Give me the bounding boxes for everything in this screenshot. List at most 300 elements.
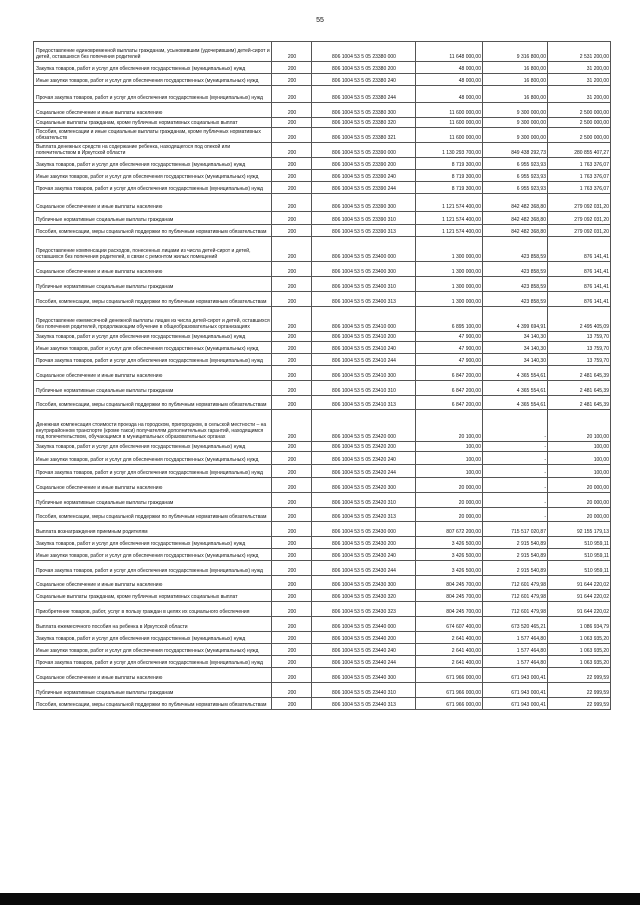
row-executed-cell: 712 601 479,98 [483,576,548,590]
row-code-cell: 200 [272,452,312,465]
row-unexecuted-cell: 100,00 [548,442,611,452]
table-row [34,576,611,590]
row-name-cell: Иные закупки товаров, работ и услуг для обеспечения государственных (муниципальных) нужд [34,342,272,354]
table-row [34,182,611,194]
row-kbk-cell: 806 1004 53 5 05 23430 323 [312,602,416,617]
row-approved-cell: 48 000,00 [416,74,483,86]
row-name-cell: Иные закупки товаров, работ и услуг для обеспечения государственных (муниципальных) нужд [34,549,272,561]
row-kbk-cell: 806 1004 53 5 05 23390 313 [312,225,416,237]
row-unexecuted-cell: 510 959,11 [548,561,611,576]
row-code-cell: 200 [272,602,312,617]
row-name-cell: Пособия, компенсации, меры социальной поддержки по публичным нормативным обязательствам [34,225,272,237]
row-executed-cell: 842 482 368,80 [483,194,548,212]
row-name-cell: Пособия, компенсации, меры социальной поддержки по публичным нормативным обязательствам [34,396,272,410]
row-code-cell: 200 [272,381,312,396]
row-approved-cell: 6 847 200,00 [416,366,483,381]
row-approved-cell: 1 130 293 700,00 [416,143,483,158]
row-code-cell: 200 [272,225,312,237]
row-executed-cell: 4 365 554,61 [483,396,548,410]
row-name-cell: Закупка товаров, работ и услуг для обеспечения государственных (муниципальных) нужд [34,537,272,549]
row-unexecuted-cell: 31 200,00 [548,62,611,74]
table-row [34,452,611,465]
table-row [34,410,611,442]
row-executed-cell: 9 300 000,00 [483,103,548,118]
row-unexecuted-cell: 20 000,00 [548,478,611,493]
row-unexecuted-cell: 2 481 645,39 [548,396,611,410]
row-name-cell: Социальное обеспечение и иные выплаты населению [34,478,272,493]
row-unexecuted-cell: 876 141,41 [548,237,611,262]
row-kbk-cell: 806 1004 53 5 05 23400 310 [312,277,416,292]
row-unexecuted-cell: 13 759,70 [548,342,611,354]
table-row [34,493,611,508]
row-name-cell: Публичные нормативные социальные выплаты гражданам [34,212,272,225]
row-kbk-cell: 806 1004 53 5 05 23430 300 [312,576,416,590]
row-unexecuted-cell: 2 500 000,00 [548,128,611,143]
row-executed-cell: 4 399 694,91 [483,307,548,332]
row-name-cell: Социальное обеспечение и иные выплаты населению [34,103,272,118]
row-code-cell: 200 [272,42,312,62]
row-unexecuted-cell: 279 092 031,20 [548,212,611,225]
table-row [34,465,611,478]
row-approved-cell: 100,00 [416,442,483,452]
row-executed-cell: 6 955 923,93 [483,182,548,194]
row-approved-cell: 8 719 300,00 [416,158,483,170]
row-approved-cell: 8 719 300,00 [416,170,483,182]
row-name-cell: Прочая закупка товаров, работ и услуг для обеспечения государственных (муниципальных) нужд [34,182,272,194]
row-kbk-cell: 806 1004 53 5 05 23440 313 [312,698,416,710]
row-code-cell: 200 [272,212,312,225]
row-approved-cell: 3 426 500,00 [416,549,483,561]
row-unexecuted-cell: 279 092 031,20 [548,194,611,212]
table-row [34,549,611,561]
row-code-cell: 200 [272,292,312,307]
row-executed-cell: 671 943 000,41 [483,683,548,698]
row-unexecuted-cell: 1 063 935,20 [548,656,611,668]
table-row [34,561,611,576]
row-unexecuted-cell: 13 759,70 [548,332,611,342]
table-row [34,262,611,277]
row-name-cell: Иные закупки товаров, работ и услуг для обеспечения государственных (муниципальных) нужд [34,644,272,656]
row-code-cell: 200 [272,118,312,128]
row-code-cell: 200 [272,74,312,86]
row-code-cell: 200 [272,656,312,668]
table-row [34,632,611,644]
row-unexecuted-cell: 100,00 [548,452,611,465]
table-row [34,237,611,262]
table-row [34,170,611,182]
row-approved-cell: 20 000,00 [416,508,483,522]
row-executed-cell: 842 482 368,80 [483,212,548,225]
table-row [34,602,611,617]
row-unexecuted-cell: 510 959,11 [548,549,611,561]
row-code-cell: 200 [272,522,312,537]
row-code-cell: 200 [272,103,312,118]
row-approved-cell: 671 966 000,00 [416,683,483,698]
row-approved-cell: 2 641 400,00 [416,632,483,644]
row-executed-cell: 6 955 923,93 [483,170,548,182]
row-executed-cell: 34 140,30 [483,332,548,342]
row-unexecuted-cell: 279 092 031,20 [548,225,611,237]
page-number: 55 [316,17,324,24]
row-kbk-cell: 806 1004 53 5 05 23390 000 [312,143,416,158]
row-kbk-cell: 806 1004 53 5 05 23410 000 [312,307,416,332]
row-approved-cell: 100,00 [416,465,483,478]
row-executed-cell: 842 482 368,80 [483,225,548,237]
row-unexecuted-cell: 22 999,59 [548,668,611,683]
row-approved-cell: 671 966 000,00 [416,698,483,710]
row-executed-cell: 1 577 464,80 [483,632,548,644]
row-name-cell: Выплата вознаграждения приемным родителям [34,522,272,537]
row-unexecuted-cell: 22 999,59 [548,698,611,710]
row-unexecuted-cell: 91 644 220,02 [548,602,611,617]
row-name-cell: Предоставление компенсации расходов, понесенных лицами из числа детей-сирот и детей, оставшихся без попечения родителей, в связи с ремонтом жилых помещений [34,237,272,262]
table-row [34,103,611,118]
row-name-cell: Денежная компенсация стоимости проезда на городском, пригородном, в сельской местности – на внутрирайонном транспорте (кроме такси) получателям дополнительных гарантий, находящимся под попечительством, обучающимся в муниципальных образовательных органах [34,410,272,442]
table-row [34,644,611,656]
row-executed-cell: 9 300 000,00 [483,118,548,128]
row-kbk-cell: 806 1004 53 5 05 23380 000 [312,42,416,62]
row-approved-cell: 1 300 000,00 [416,292,483,307]
row-kbk-cell: 806 1004 53 5 05 23390 240 [312,170,416,182]
row-executed-cell: 423 858,59 [483,277,548,292]
row-name-cell: Выплата ежемесячного пособия на ребенка в Иркутской области [34,617,272,632]
table-row [34,212,611,225]
row-code-cell: 200 [272,668,312,683]
row-executed-cell: 671 943 000,41 [483,668,548,683]
table-row [34,42,611,62]
row-code-cell: 200 [272,277,312,292]
row-code-cell: 200 [272,632,312,644]
row-executed-cell: 34 140,30 [483,354,548,366]
row-name-cell: Социальное обеспечение и иные выплаты населению [34,366,272,381]
table-row [34,683,611,698]
row-executed-cell: 423 858,59 [483,292,548,307]
row-code-cell: 200 [272,442,312,452]
table-row [34,342,611,354]
row-executed-cell: - [483,442,548,452]
row-code-cell: 200 [272,698,312,710]
row-executed-cell: 712 601 479,98 [483,590,548,602]
table-row [34,508,611,522]
row-unexecuted-cell: 22 999,59 [548,683,611,698]
row-unexecuted-cell: 20 000,00 [548,493,611,508]
row-kbk-cell: 806 1004 53 5 05 23400 300 [312,262,416,277]
table-row [34,617,611,632]
row-kbk-cell: 806 1004 53 5 05 23440 000 [312,617,416,632]
row-kbk-cell: 806 1004 53 5 05 23390 200 [312,158,416,170]
row-code-cell: 200 [272,86,312,103]
row-unexecuted-cell: 2 531 200,00 [548,42,611,62]
table-row [34,277,611,292]
row-executed-cell: - [483,452,548,465]
row-approved-cell: 1 300 000,00 [416,277,483,292]
row-code-cell: 200 [272,62,312,74]
row-approved-cell: 100,00 [416,452,483,465]
row-name-cell: Закупка товаров, работ и услуг для обеспечения государственных (муниципальных) нужд [34,332,272,342]
row-unexecuted-cell: 1 763 376,07 [548,158,611,170]
row-name-cell: Пособия, компенсации, меры социальной поддержки по публичным нормативным обязательствам [34,292,272,307]
row-kbk-cell: 806 1004 53 5 05 23440 310 [312,683,416,698]
row-executed-cell: 423 858,59 [483,237,548,262]
row-kbk-cell: 806 1004 53 5 05 23410 244 [312,354,416,366]
scan-bottom-border [0,893,640,905]
row-name-cell: Предоставление ежемесячной денежной выплаты лицам из числа детей-сирот и детей, оставшихся без попечения родителей, продолжающим обучение в общеобразовательных организациях [34,307,272,332]
row-kbk-cell: 806 1004 53 5 05 23390 310 [312,212,416,225]
row-kbk-cell: 806 1004 53 5 05 23390 244 [312,182,416,194]
row-executed-cell: - [483,508,548,522]
row-code-cell: 200 [272,590,312,602]
row-approved-cell: 804 245 700,00 [416,602,483,617]
row-approved-cell: 804 245 700,00 [416,576,483,590]
row-approved-cell: 11 600 000,00 [416,118,483,128]
row-approved-cell: 47 900,00 [416,332,483,342]
row-approved-cell: 2 641 400,00 [416,644,483,656]
row-executed-cell: 2 915 540,89 [483,549,548,561]
row-code-cell: 200 [272,410,312,442]
table-row [34,537,611,549]
row-kbk-cell: 806 1004 53 5 05 23420 000 [312,410,416,442]
row-executed-cell: 16 800,00 [483,86,548,103]
row-approved-cell: 804 245 700,00 [416,590,483,602]
row-unexecuted-cell: 2 500 000,00 [548,103,611,118]
row-executed-cell: 16 800,00 [483,74,548,86]
row-name-cell: Прочая закупка товаров, работ и услуг для обеспечения государственных (муниципальных) нужд [34,465,272,478]
row-kbk-cell: 806 1004 53 5 05 23430 244 [312,561,416,576]
row-approved-cell: 11 600 000,00 [416,103,483,118]
row-code-cell: 200 [272,576,312,590]
row-executed-cell: - [483,410,548,442]
row-executed-cell: 6 955 923,93 [483,158,548,170]
table-row [34,698,611,710]
row-approved-cell: 11 648 000,00 [416,42,483,62]
table-row [34,143,611,158]
row-code-cell: 200 [272,194,312,212]
row-unexecuted-cell: 876 141,41 [548,292,611,307]
row-executed-cell: 4 365 554,61 [483,381,548,396]
table-row [34,86,611,103]
row-executed-cell: 715 517 020,87 [483,522,548,537]
table-row [34,590,611,602]
row-unexecuted-cell: 91 644 220,02 [548,576,611,590]
row-approved-cell: 20 100,00 [416,410,483,442]
row-unexecuted-cell: 20 000,00 [548,508,611,522]
row-approved-cell: 1 300 000,00 [416,237,483,262]
table-row [34,194,611,212]
row-kbk-cell: 806 1004 53 5 05 23400 000 [312,237,416,262]
row-name-cell: Социальное обеспечение и иные выплаты населению [34,668,272,683]
row-code-cell: 200 [272,537,312,549]
table-row [34,62,611,74]
row-unexecuted-cell: 1 086 934,79 [548,617,611,632]
row-kbk-cell: 806 1004 53 5 05 23410 310 [312,381,416,396]
row-name-cell: Закупка товаров, работ и услуг для обеспечения государственных (муниципальных) нужд [34,632,272,644]
row-kbk-cell: 806 1004 53 5 05 23380 240 [312,74,416,86]
row-name-cell: Приобретение товаров, работ, услуг в пользу граждан в целях их социального обеспечения [34,602,272,617]
row-executed-cell: 9 316 800,00 [483,42,548,62]
row-executed-cell: 1 577 464,80 [483,644,548,656]
row-unexecuted-cell: 1 763 376,07 [548,170,611,182]
row-kbk-cell: 806 1004 53 5 05 23440 244 [312,656,416,668]
row-executed-cell: 2 915 540,89 [483,537,548,549]
row-kbk-cell: 806 1004 53 5 05 23430 240 [312,549,416,561]
budget-execution-table [33,41,611,710]
row-name-cell: Иные закупки товаров, работ и услуг для обеспечения государственных (муниципальных) нужд [34,74,272,86]
row-kbk-cell: 806 1004 53 5 05 23380 321 [312,128,416,143]
row-name-cell: Пособия, компенсации, меры социальной поддержки по публичным нормативным обязательствам [34,508,272,522]
row-kbk-cell: 806 1004 53 5 05 23420 200 [312,442,416,452]
row-name-cell: Публичные нормативные социальные выплаты гражданам [34,683,272,698]
row-name-cell: Социальные выплаты гражданам, кроме публичных нормативных социальных выплат [34,590,272,602]
row-name-cell: Публичные нормативные социальные выплаты гражданам [34,381,272,396]
row-approved-cell: 1 121 574 400,00 [416,225,483,237]
table-row [34,307,611,332]
row-code-cell: 200 [272,307,312,332]
row-code-cell: 200 [272,128,312,143]
row-unexecuted-cell: 31 200,00 [548,86,611,103]
row-name-cell: Закупка товаров, работ и услуг для обеспечения государственных (муниципальных) нужд [34,158,272,170]
row-kbk-cell: 806 1004 53 5 05 23410 313 [312,396,416,410]
row-name-cell: Прочая закупка товаров, работ и услуг для обеспечения государственных (муниципальных) нужд [34,656,272,668]
row-code-cell: 200 [272,465,312,478]
row-unexecuted-cell: 2 481 645,39 [548,381,611,396]
row-executed-cell: 849 438 292,73 [483,143,548,158]
row-name-cell: Предоставление единовременной выплаты гражданам, усыновившим (удочерившим) детей-сирот и детей, оставшихся без попечения родителей [34,42,272,62]
row-unexecuted-cell: 13 759,70 [548,354,611,366]
row-name-cell: Прочая закупка товаров, работ и услуг для обеспечения государственных (муниципальных) нужд [34,354,272,366]
row-kbk-cell: 806 1004 53 5 05 23410 300 [312,366,416,381]
row-approved-cell: 2 641 400,00 [416,656,483,668]
row-approved-cell: 3 426 500,00 [416,537,483,549]
row-unexecuted-cell: 2 481 645,39 [548,366,611,381]
row-kbk-cell: 806 1004 53 5 05 23410 200 [312,332,416,342]
budget-table-container [33,41,610,710]
table-row [34,478,611,493]
row-kbk-cell: 806 1004 53 5 05 23380 300 [312,103,416,118]
table-row [34,158,611,170]
row-approved-cell: 674 607 400,00 [416,617,483,632]
row-executed-cell: 9 300 000,00 [483,128,548,143]
row-unexecuted-cell: 1 063 935,20 [548,644,611,656]
row-kbk-cell: 806 1004 53 5 05 23380 200 [312,62,416,74]
row-executed-cell: 2 915 540,89 [483,561,548,576]
table-row [34,118,611,128]
row-executed-cell: 423 858,59 [483,262,548,277]
row-unexecuted-cell: 1 763 376,07 [548,182,611,194]
row-name-cell: Пособия, компенсации и иные социальные выплаты гражданам, кроме публичных нормативных обязательств [34,128,272,143]
row-approved-cell: 807 672 200,00 [416,522,483,537]
row-executed-cell: - [483,465,548,478]
row-executed-cell: - [483,478,548,493]
row-executed-cell: 712 601 479,98 [483,602,548,617]
row-kbk-cell: 806 1004 53 5 05 23380 320 [312,118,416,128]
row-code-cell: 200 [272,493,312,508]
row-kbk-cell: 806 1004 53 5 05 23420 244 [312,465,416,478]
table-row [34,332,611,342]
row-approved-cell: 6 847 200,00 [416,381,483,396]
row-kbk-cell: 806 1004 53 5 05 23400 313 [312,292,416,307]
row-unexecuted-cell: 2 495 405,09 [548,307,611,332]
table-row [34,656,611,668]
row-kbk-cell: 806 1004 53 5 05 23420 240 [312,452,416,465]
row-code-cell: 200 [272,182,312,194]
table-row [34,381,611,396]
row-code-cell: 200 [272,617,312,632]
row-kbk-cell: 806 1004 53 5 05 23420 313 [312,508,416,522]
table-row [34,442,611,452]
row-approved-cell: 3 426 500,00 [416,561,483,576]
row-unexecuted-cell: 1 063 935,20 [548,632,611,644]
row-approved-cell: 20 000,00 [416,493,483,508]
row-code-cell: 200 [272,508,312,522]
row-code-cell: 200 [272,561,312,576]
row-executed-cell: - [483,493,548,508]
row-kbk-cell: 806 1004 53 5 05 23410 240 [312,342,416,354]
row-code-cell: 200 [272,396,312,410]
row-unexecuted-cell: 20 100,00 [548,410,611,442]
row-name-cell: Социальное обеспечение и иные выплаты населению [34,576,272,590]
row-unexecuted-cell: 91 644 220,02 [548,590,611,602]
row-approved-cell: 1 300 000,00 [416,262,483,277]
row-kbk-cell: 806 1004 53 5 05 23420 300 [312,478,416,493]
row-code-cell: 200 [272,170,312,182]
row-approved-cell: 671 966 000,00 [416,668,483,683]
row-approved-cell: 1 121 574 400,00 [416,212,483,225]
row-code-cell: 200 [272,354,312,366]
row-name-cell: Выплата денежных средств на содержание ребенка, находящегося под опекой или попечительством в Иркутской области [34,143,272,158]
table-body [34,42,611,710]
row-code-cell: 200 [272,644,312,656]
row-code-cell: 200 [272,332,312,342]
row-name-cell: Пособия, компенсации, меры социальной поддержки по публичным нормативным обязательствам [34,698,272,710]
row-executed-cell: 16 800,00 [483,62,548,74]
row-executed-cell: 1 577 464,80 [483,656,548,668]
row-executed-cell: 671 943 000,41 [483,698,548,710]
row-approved-cell: 20 000,00 [416,478,483,493]
row-code-cell: 200 [272,478,312,493]
row-name-cell: Публичные нормативные социальные выплаты гражданам [34,493,272,508]
row-unexecuted-cell: 92 155 179,13 [548,522,611,537]
row-code-cell: 200 [272,366,312,381]
row-kbk-cell: 806 1004 53 5 05 23380 244 [312,86,416,103]
row-code-cell: 200 [272,262,312,277]
table-row [34,354,611,366]
row-kbk-cell: 806 1004 53 5 05 23440 300 [312,668,416,683]
row-name-cell: Иные закупки товаров, работ и услуг для обеспечения государственных (муниципальных) нужд [34,170,272,182]
row-approved-cell: 48 000,00 [416,62,483,74]
row-unexecuted-cell: 100,00 [548,465,611,478]
row-kbk-cell: 806 1004 53 5 05 23430 200 [312,537,416,549]
row-executed-cell: 4 365 554,61 [483,366,548,381]
table-row [34,128,611,143]
row-unexecuted-cell: 31 200,00 [548,74,611,86]
row-unexecuted-cell: 2 500 000,00 [548,118,611,128]
row-code-cell: 200 [272,237,312,262]
row-kbk-cell: 806 1004 53 5 05 23430 320 [312,590,416,602]
row-name-cell: Прочая закупка товаров, работ и услуг для обеспечения государственных (муниципальных) нужд [34,86,272,103]
row-approved-cell: 6 895 100,00 [416,307,483,332]
row-executed-cell: 673 520 465,21 [483,617,548,632]
row-kbk-cell: 806 1004 53 5 05 23390 300 [312,194,416,212]
row-approved-cell: 11 600 000,00 [416,128,483,143]
table-row [34,74,611,86]
row-kbk-cell: 806 1004 53 5 05 23440 240 [312,644,416,656]
row-name-cell: Прочая закупка товаров, работ и услуг для обеспечения государственных (муниципальных) нужд [34,561,272,576]
row-code-cell: 200 [272,549,312,561]
row-executed-cell: 34 140,30 [483,342,548,354]
row-code-cell: 200 [272,342,312,354]
row-name-cell: Социальное обеспечение и иные выплаты населению [34,262,272,277]
row-approved-cell: 6 847 200,00 [416,396,483,410]
